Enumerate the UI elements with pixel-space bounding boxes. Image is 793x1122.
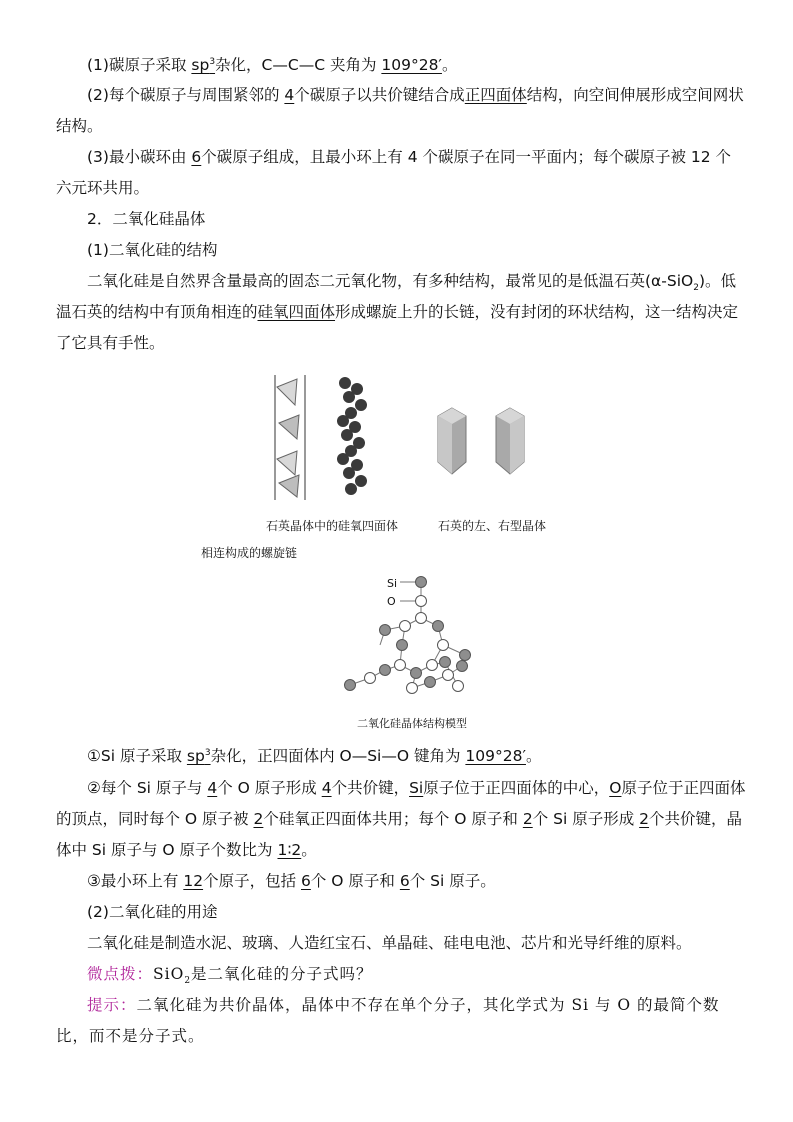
carbon-point-3: (3)最小碳环由 6个碳原子组成，且最小环上有 4 个碳原子在同一平面内；每个碳原子被 12 个六元环共用。 bbox=[56, 148, 732, 197]
quartz-crystals-figure bbox=[432, 402, 532, 482]
helix-caption-line2: 相连构成的螺旋链 bbox=[201, 546, 298, 560]
sio2-point-3: ③最小环上有 12个原子，包括 6个 O 原子和 6个 Si 原子。 bbox=[87, 872, 496, 890]
quartz-helix-figure bbox=[265, 375, 395, 510]
section-title: 2．二氧化硅晶体 bbox=[87, 210, 206, 228]
model-legend-o-label: O bbox=[387, 595, 396, 608]
model-caption: 二氧化硅晶体结构模型 bbox=[357, 717, 467, 730]
tip-answer: 提示：二氧化硅为共价晶体，晶体中不存在单个分子，其化学式为 Si 与 O 的最简个数比，而不是分子式。 bbox=[56, 996, 720, 1045]
sio2-lattice-model bbox=[340, 570, 490, 710]
tip-question-label: 微点拨： bbox=[87, 965, 154, 983]
sio2-point-2: ②每个 Si 原子与 4个 O 原子形成 4个共价键，Si原子位于正四面体的中心，O原子位于正四面体的顶点，同时每个 O 原子被 2个硅氧正四面体共用；每个 O 原子和 2个 Si 原子形成 2个共价键，晶体中 Si 原子与 O 原子个数比为 1∶2。 bbox=[56, 779, 746, 859]
carbon-point-1: (1)碳原子采取 $sp^3$杂化，C—C—C 夹角为 109°28′。 bbox=[87, 56, 458, 74]
tip-answer-label: 提示： bbox=[87, 996, 137, 1014]
helix-caption-line1: 石英晶体中的硅氧四面体 bbox=[266, 519, 399, 533]
tip-question: 微点拨：SiO$_2$是二氧化硅的分子式吗？ bbox=[87, 965, 373, 987]
sio2-point-1: ①Si 原子采取 $sp^3$杂化，正四面体内 O—Si—O 键角为 109°28′。 bbox=[87, 747, 542, 765]
model-legend-si-label: Si bbox=[387, 577, 398, 590]
crystal-caption: 石英的左、右型晶体 bbox=[438, 519, 547, 533]
helix-atom-chain bbox=[337, 377, 367, 495]
uses-title: (2)二氧化硅的用途 bbox=[87, 903, 218, 921]
carbon-point-2: (2)每个碳原子与周围紧邻的 4个碳原子以共价键结合成正四面体结构，向空间伸展形成空间网状结构。 bbox=[56, 86, 744, 135]
sio2-intro-paragraph: 二氧化硅是自然界含量最高的固态二元氧化物，有多种结构，最常见的是低温石英(α-SiO$_2$)。低温石英的结构中有顶角相连的硅氧四面体形成螺旋上升的长链，没有封闭的环状结构，这一结构决定了它具有手性。 bbox=[56, 272, 739, 352]
subsection-structure-title: (1)二氧化硅的结构 bbox=[87, 241, 218, 259]
uses-text: 二氧化硅是制造水泥、玻璃、人造红宝石、单晶硅、硅电电池、芯片和光导纤维的原料。 bbox=[87, 934, 692, 952]
